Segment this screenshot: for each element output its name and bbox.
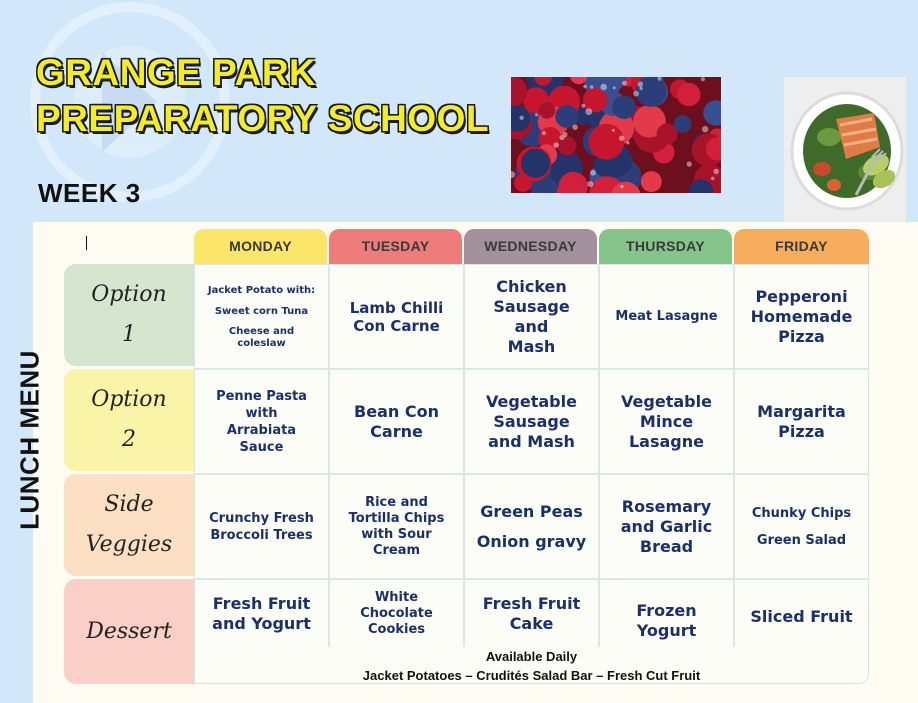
berry-shape xyxy=(539,102,556,119)
berry-shape xyxy=(641,171,662,192)
berry-highlight xyxy=(583,85,587,89)
berry-shape xyxy=(589,124,625,160)
menu-cell: Sliced Fruit xyxy=(734,579,869,649)
berry-highlight xyxy=(585,108,592,115)
week-label: WEEK 3 xyxy=(38,178,141,208)
menu-cell: Vegetable Mince Lasagne xyxy=(599,369,734,474)
berry-highlight xyxy=(639,87,642,90)
salmon-salad-photo xyxy=(784,77,906,224)
day-header-monday: MONDAY xyxy=(194,229,327,264)
berry-highlight xyxy=(590,170,596,176)
menu-cell: Rosemary and Garlic Bread xyxy=(599,474,734,579)
menu-cell: Meat Lasagne xyxy=(599,264,734,369)
berry-highlight xyxy=(626,141,629,144)
menu-cell: Pepperoni Homemade Pizza xyxy=(734,264,869,369)
menu-cell: White Chocolate Cookies xyxy=(329,579,464,649)
berry-highlight xyxy=(600,84,607,91)
lunch-menu-label: LUNCH MENU xyxy=(14,350,45,530)
berry-shape xyxy=(612,95,636,119)
menu-cell: Chunky Chips Green Salad xyxy=(734,474,869,579)
menu-cell: Lamb Chilli Con Carne xyxy=(329,264,464,369)
row-label-side-veggies: Side Veggies xyxy=(64,474,194,576)
row-label-option-2: Option 2 xyxy=(64,369,194,471)
berry-highlight xyxy=(702,126,708,132)
berry-shape xyxy=(674,115,692,133)
berry-highlight xyxy=(590,85,594,89)
berry-highlight xyxy=(622,81,627,86)
menu-cell: Vegetable Sausage and Mash xyxy=(464,369,599,474)
berry-highlight xyxy=(587,181,593,187)
school-name xyxy=(36,50,489,142)
row-label-option-1: Option 1 xyxy=(64,264,194,366)
school-name-line2: PREPARATORY SCHOOL xyxy=(36,98,490,139)
berry-highlight xyxy=(612,129,615,132)
berry-highlight xyxy=(711,177,715,181)
berry-shape xyxy=(636,77,667,107)
available-daily-title: Available Daily xyxy=(485,649,578,664)
menu-cell: Crunchy Fresh Broccoli Trees xyxy=(194,474,329,579)
available-daily-items: Jacket Potatoes – Crudités Salad Bar – Fresh Cut Fruit xyxy=(362,668,701,683)
berry-highlight xyxy=(581,104,585,108)
berry-shape xyxy=(521,149,550,178)
berry-highlight xyxy=(542,131,546,135)
berry-highlight xyxy=(633,91,639,97)
berry-highlight xyxy=(638,82,644,88)
berry-highlight xyxy=(701,77,705,81)
berry-highlight xyxy=(687,162,692,167)
menu-cell: Chicken Sausage and Mash xyxy=(464,264,599,369)
berry-shape xyxy=(583,88,608,113)
berry-highlight xyxy=(572,124,578,130)
berry-highlight xyxy=(520,116,524,120)
menu-cell: Margarita Pizza xyxy=(734,369,869,474)
menu-cell: Fresh Fruit Cake xyxy=(464,579,599,649)
menu-grid xyxy=(64,229,869,684)
berries-photo xyxy=(511,77,721,193)
day-header-friday: FRIDAY xyxy=(734,229,869,264)
available-daily-banner xyxy=(194,647,869,684)
berry-highlight xyxy=(613,86,616,89)
berry-highlight xyxy=(535,113,538,116)
school-name-line1: GRANGE PARK xyxy=(36,52,317,93)
menu-cell: Frozen Yogurt xyxy=(599,579,734,649)
menu-cell: Bean Con Carne xyxy=(329,369,464,474)
berry-highlight xyxy=(620,185,623,188)
menu-cell: Jacket Potato with: Sweet corn Tuna Cheese and coleslaw xyxy=(194,264,329,369)
menu-cell: Penne Pasta with Arrabiata Sauce xyxy=(194,369,329,474)
day-header-wednesday: WEDNESDAY xyxy=(464,229,597,264)
day-header-thursday: THURSDAY xyxy=(599,229,732,264)
menu-cell: Fresh Fruit and Yogurt xyxy=(194,579,329,649)
berry-highlight xyxy=(553,142,559,148)
berry-shape xyxy=(677,83,701,107)
menu-cell: Green Peas Onion gravy xyxy=(464,474,599,579)
day-header-tuesday: TUESDAY xyxy=(329,229,462,264)
row-label-dessert: Dessert xyxy=(64,579,194,684)
berry-highlight xyxy=(714,169,719,174)
berry-highlight xyxy=(562,132,567,137)
menu-cell: Rice and Tortilla Chips with Sour Cream xyxy=(329,474,464,579)
berry-highlight xyxy=(619,136,624,141)
